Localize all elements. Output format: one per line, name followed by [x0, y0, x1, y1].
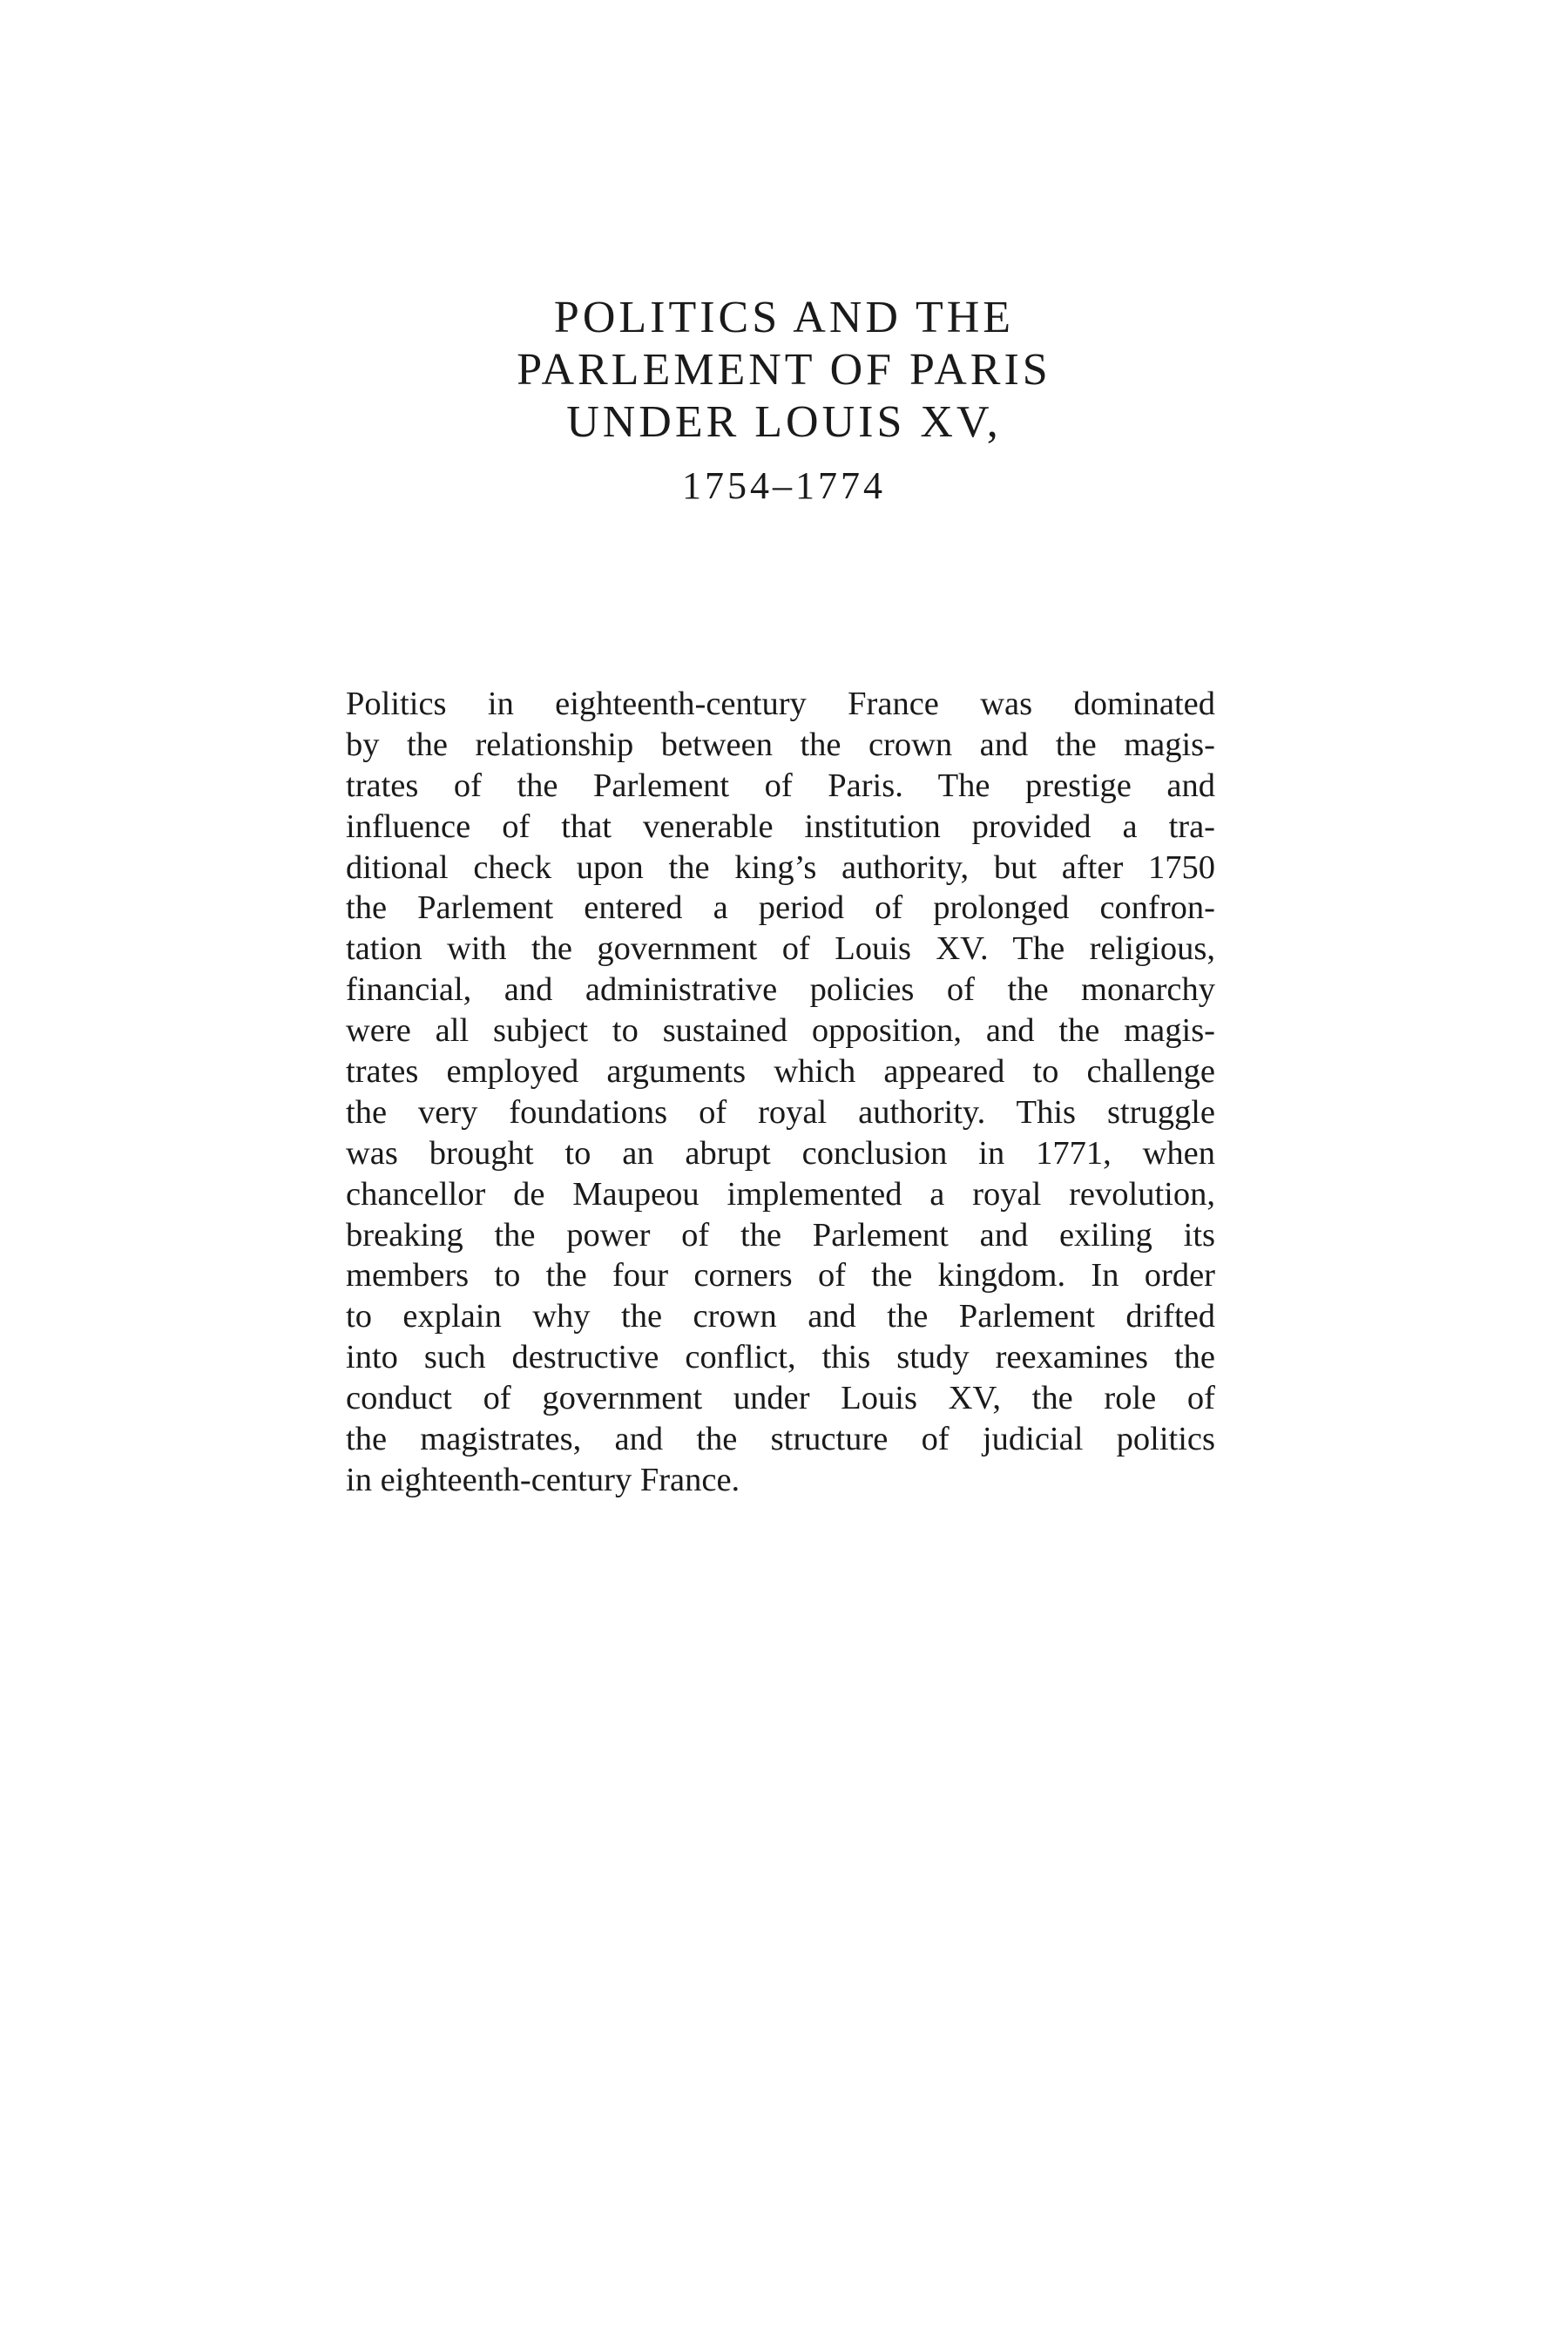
description-line: by the relationship between the crown and the magis-: [346, 726, 1215, 763]
description-line: conduct of government under Louis XV, the role of: [346, 1380, 1215, 1417]
description-line: members to the four corners of the kingdom. In order: [346, 1257, 1215, 1294]
description-line: the Parlement entered a period of prolonged confron-: [346, 889, 1215, 927]
description-line: in eighteenth-century France.: [346, 1461, 740, 1498]
title-years: 1754–1774: [682, 464, 886, 507]
book-title: [0, 292, 1568, 508]
title-line-2: PARLEMENT OF PARIS: [517, 345, 1051, 395]
description-line: tation with the government of Louis XV. The religious,: [346, 930, 1215, 968]
description-line: chancellor de Maupeou implemented a royal revolution,: [346, 1175, 1215, 1213]
book-description: [346, 684, 1215, 1501]
title-line-1: POLITICS AND THE: [553, 293, 1015, 342]
description-line: the magistrates, and the structure of judicial politics: [346, 1421, 1215, 1458]
description-line: into such destructive conflict, this study reexamines the: [346, 1339, 1215, 1376]
title-line-3: UNDER LOUIS XV,: [566, 397, 1002, 447]
description-line: breaking the power of the Parlement and exiling its: [346, 1216, 1215, 1254]
description-line: were all subject to sustained opposition, and the magis-: [346, 1012, 1215, 1050]
description-line: influence of that venerable institution provided a tra-: [346, 808, 1215, 845]
description-line: was brought to an abrupt conclusion in 1771, when: [346, 1134, 1215, 1172]
description-line: the very foundations of royal authority. This struggle: [346, 1093, 1215, 1131]
description-line: Politics in eighteenth-century France was dominated: [346, 686, 1215, 722]
description-line: ditional check upon the king’s authority, but after 1750: [346, 848, 1215, 886]
description-line: trates employed arguments which appeared to challenge: [346, 1053, 1215, 1091]
description-line: to explain why the crown and the Parlement drifted: [346, 1298, 1215, 1335]
description-line: trates of the Parlement of Paris. The prestige and: [346, 767, 1215, 804]
description-line: financial, and administrative policies of the monarchy: [346, 971, 1215, 1009]
